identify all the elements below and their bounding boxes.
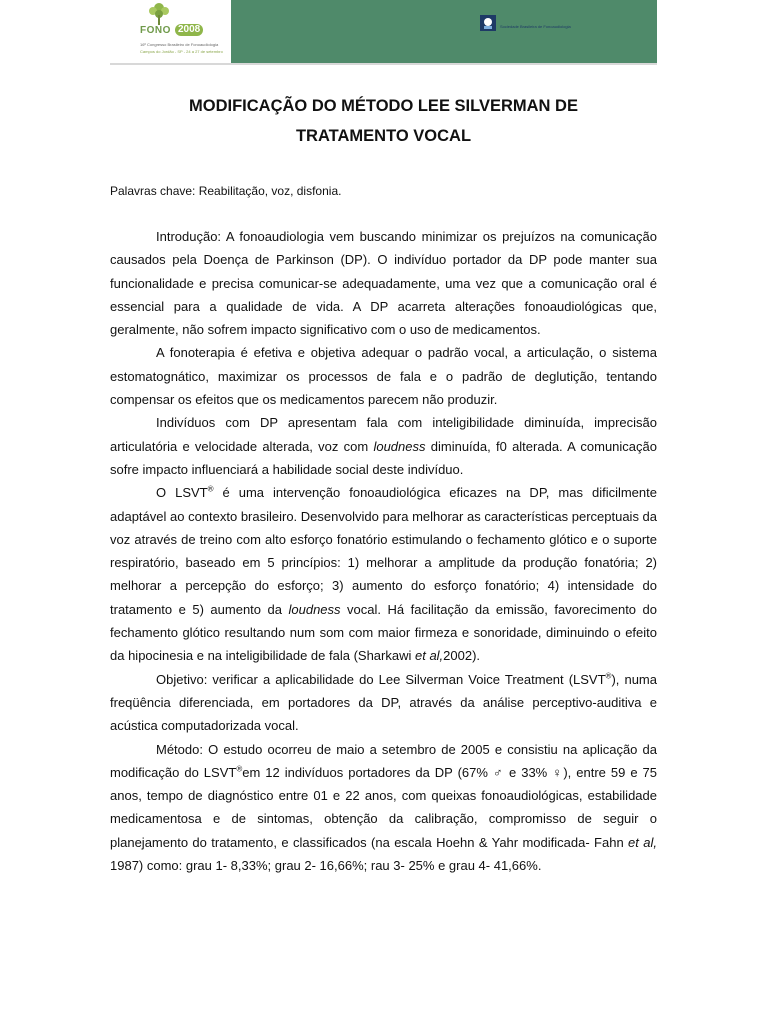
- text-span: vocal. Há facilitação da emissão, favorecimento do fechamento glótico resultando num som com maior firmeza e sonoridade, diminuindo o efeito da hipocinesia e na inteligibilidade de fala (Sharkawi: [110, 601, 657, 664]
- text-span: em 12 indivíduos portadores da DP (67% ♂ e 33% ♀), entre 59 e 75 anos, tempo de diagnóstico entre 01 e 22 anos, com queixas fonoaudiológicas, estabilidade medicamentosa e de sintomas, obtenção da calibração, compromisso de seguir o planejamento do tratamento, e classificados (na escala Hoehn & Yahr modificada- Fahn: [110, 764, 657, 850]
- paragraph-individuos: [110, 411, 657, 481]
- emphasis-loudness: loudness: [288, 601, 341, 617]
- society-name: Sociedade Brasileira de Fonoaudiologia: [500, 24, 571, 29]
- registered-mark: ®: [236, 764, 243, 774]
- document-title-line-1: MODIFICAÇÃO DO MÉTODO LEE SILVERMAN DE: [189, 97, 578, 115]
- logo-text-year: 2008: [175, 24, 203, 36]
- tree-icon: [146, 2, 172, 26]
- document-body: [110, 225, 657, 877]
- paragraph-objetivo: [110, 668, 657, 738]
- text-span: ), numa freqüência diferenciada, em portadores da DP, através da análise perceptivo-auditiva e acústica computadorizada vocal.: [110, 671, 657, 734]
- congress-logo: [110, 0, 231, 63]
- text-span: é uma intervenção fonoaudiológica eficazes na DP, mas dificilmente adaptável ao contexto brasileiro. Desenvolvido para melhorar as características perceptuais da voz através de treino com alto esforço fonatório estimulando o fechamento glótico e o suporte respiratório, baseado em 5 princípios: 1) melhorar a amplitude da produção fonatória; 2) melhorar a percepção do esforço; 3) aumento do esforço fonatório; 4) intensidade do tratamento e 5) aumento da: [110, 485, 658, 617]
- document-title-line-2: TRATAMENTO VOCAL: [295, 127, 472, 145]
- registered-mark: ®: [207, 484, 214, 494]
- text-span: 2002).: [443, 648, 481, 664]
- paragraph-lsvt: [110, 481, 657, 667]
- logo-location: Campos do Jordão - SP - 24 a 27 de setembro: [140, 49, 223, 54]
- header-divider: [110, 63, 657, 65]
- paragraph-metodo: [110, 738, 657, 878]
- keywords: Palavras chave: Reabilitação, voz, disfonia.: [110, 184, 342, 198]
- emphasis-loudness: loudness: [373, 438, 426, 454]
- registered-mark: ®: [605, 671, 612, 681]
- society-logo-icon: [480, 15, 496, 31]
- text-span: Objetivo: verificar a aplicabilidade do Lee Silverman Voice Treatment (LSVT: [156, 671, 606, 687]
- text-span: Indivíduos com DP apresentam fala com inteligibilidade diminuída, imprecisão articulatória e velocidade alterada, voz com: [110, 415, 657, 454]
- logo-subtitle: 16º Congresso Brasileiro de Fonoaudiologia: [140, 42, 219, 47]
- text-span: O LSVT: [156, 485, 208, 501]
- logo-text-fono: FONO: [140, 25, 171, 36]
- text-span: 1987) como: grau 1- 8,33%; grau 2- 16,66%; rau 3- 25% e grau 4- 41,66%.: [110, 858, 542, 874]
- text-span: diminuída, f0 alterada. A comunicação sofre impacto influenciará a habilidade social deste indivíduo.: [110, 438, 657, 477]
- page-header: [110, 0, 657, 63]
- paragraph-introducao: Introdução: A fonoaudiologia vem buscando minimizar os prejuízos na comunicação causados pela Doença de Parkinson (DP). O indivíduo portador da DP pode manter sua funcionalidade e precisa comunicar-se adequadamente, uma vez que a comunicação oral é essencial para a qualidade de vida. A DP acarreta alterações fonoaudiológicas que, geralmente, não sofrem impacto significativo com o uso de medicamentos.: [110, 229, 657, 338]
- emphasis-et-al: et al,: [628, 834, 657, 850]
- text-span: Método: O estudo ocorreu de maio a setembro de 2005 e consistiu na aplicação da modificação do LSVT: [110, 741, 657, 780]
- paragraph-fonoterapia: A fonoterapia é efetiva e objetiva adequar o padrão vocal, a articulação, o sistema estomatognático, maximizar os processos de fala e o padrão de deglutição, tentando compensar os efeitos que os medicamentos parecem não produzir.: [110, 345, 657, 408]
- emphasis-et-al: et al,: [414, 648, 444, 664]
